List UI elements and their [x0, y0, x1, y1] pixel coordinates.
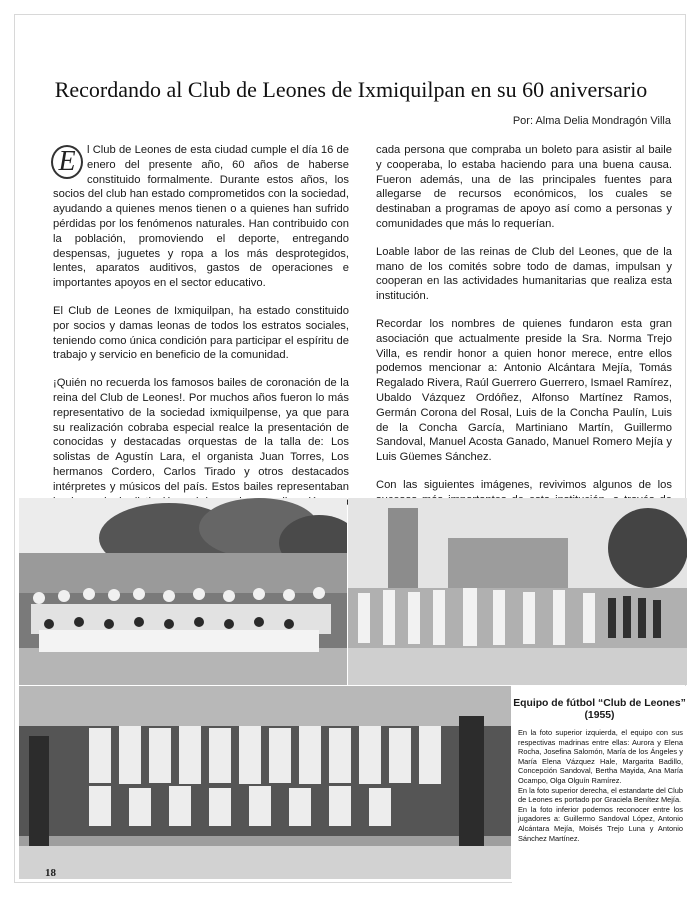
paragraph-6: Recordar los nombres de quienes fundaron esta gran asociación que actualmente preside la Sra. Norma Trejo Villa, es rendir honor a quien honor merece, entre ellos podemos mencionar a: Antonio Alcántara Mejía, Tomás Regalado Rivera, Raúl Guerrero Guerrero, Ismael Ramírez, Ubaldo Vázquez Ordóñez, Alfonso Martínez Ramos, Germán Corona del Rosal, Luis de la Concha Paulín, Luis de la Concha García, Martiniano Martín, Guillermo Sandoval, Manuel Acosta Ganado, Manuel Romero Mejía y Luis Güemes Sánchez. — [376, 317, 672, 464]
caption-body — [512, 728, 687, 843]
paragraph-1 — [53, 143, 349, 291]
caption-year: (1955) — [584, 710, 615, 721]
text-column-right — [376, 143, 672, 535]
paragraph-1-text: l Club de Leones de esta ciudad cumple el día 16 de enero del presente año, 60 años de haberse constituido formalmente. Durante estos años, los socios del club han estado comprometidos con la sociedad, ayudando a quienes menos tienen o a quienes han sufrido pérdidas por los fenómenos naturales. Han contribuido con la población, promoviendo el deporte, entregando despensas, juguetes y ropa a los más desprotegidos, lentes, aparatos auditivos, gastos de operaciones e importantes apoyos en el sector educativo. — [53, 144, 349, 290]
paragraph-3: ¡Quién no recuerda los famosos bailes de coronación de la reina del Club de Leones!. Por muchos años fueron lo más representativo de la sociedad ixmiquilpense, ya que para su realización cobraba especial realce la presentación de conocidas y destacadas orquestas de la talla de: Los solistas de Agustín Lara, el organista Juan Torres, Los hermanos Cordero, Carlos Tirado y otros destacados intérpretes y músicos del país. Estos bailes representaban — [53, 377, 349, 493]
text-column-left — [53, 143, 349, 537]
photo-caption — [512, 686, 687, 884]
team-with-madrinas-photo — [19, 498, 347, 685]
caption-paragraph-2: En la foto superior derecha, el estandarte del Club de Leones es portado por Graciela Benítez Mejía. — [518, 785, 683, 805]
caption-title: Equipo de fútbol “Club de Leones” — [513, 698, 686, 709]
dropcap-letter: E — [51, 145, 83, 179]
paragraph-2: El Club de Leones de Ixmiquilpan, ha estado constituido por socios y damas leonas de todos los estratos sociales, teniendo como única condición para participar el espíritu de trabajo y servicio en beneficio de la comunidad. — [53, 304, 349, 362]
photo-banner-image — [348, 498, 687, 685]
caption-paragraph-3: En la foto inferior podemos reconocer entre los jugadores a: Guillermo Sandoval López, Antonio Alcántara Mejía, Moisés Trejo Luna y Antonio Sánchez Martínez. — [518, 804, 683, 843]
paragraph-4: cada persona que compraba un boleto para asistir al baile y cooperaba, lo estaba haciendo para una buena causa. Fueron además, una de las principales fuentes para allegarse de recursos económicos, los cuales se destinaban a programas de apoyo así como a personas y comunidades que más lo requerían. — [376, 144, 672, 230]
paragraph-7: Con las siguientes imágenes, revivimos algunos de los — [376, 478, 672, 491]
team-players-photo — [19, 686, 511, 879]
caption-paragraph-1: En la foto superior izquierda, el equipo con sus respectivas madrinas entre ellas: Aurora y Elena Rocha, Josefina Salomón, María de los Ángeles y María Elena Vázquez Hale, Margarita Badillo, Concepción Sandoval, Bertha Mayida, Ana María Ocampo, Olga Olguín Ramírez. — [518, 728, 683, 785]
banner-bearer-photo — [348, 498, 687, 685]
magazine-page — [14, 14, 686, 883]
page-number: 18 — [45, 867, 56, 879]
article-byline: Por: Alma Delia Mondragón Villa — [512, 115, 671, 127]
photo-team-madrinas-image — [19, 498, 347, 685]
paragraph-5: Loable labor de las reinas de Club del Leones, que de la mano de los comités sobre todo de damas, impulsan y cooperan en las actividades humanitarias que realiza esta institución. — [376, 245, 672, 303]
article-title: Recordando al Club de Leones de Ixmiquilpan en su 60 aniversario — [54, 77, 648, 102]
photo-team-players-image — [19, 686, 511, 879]
